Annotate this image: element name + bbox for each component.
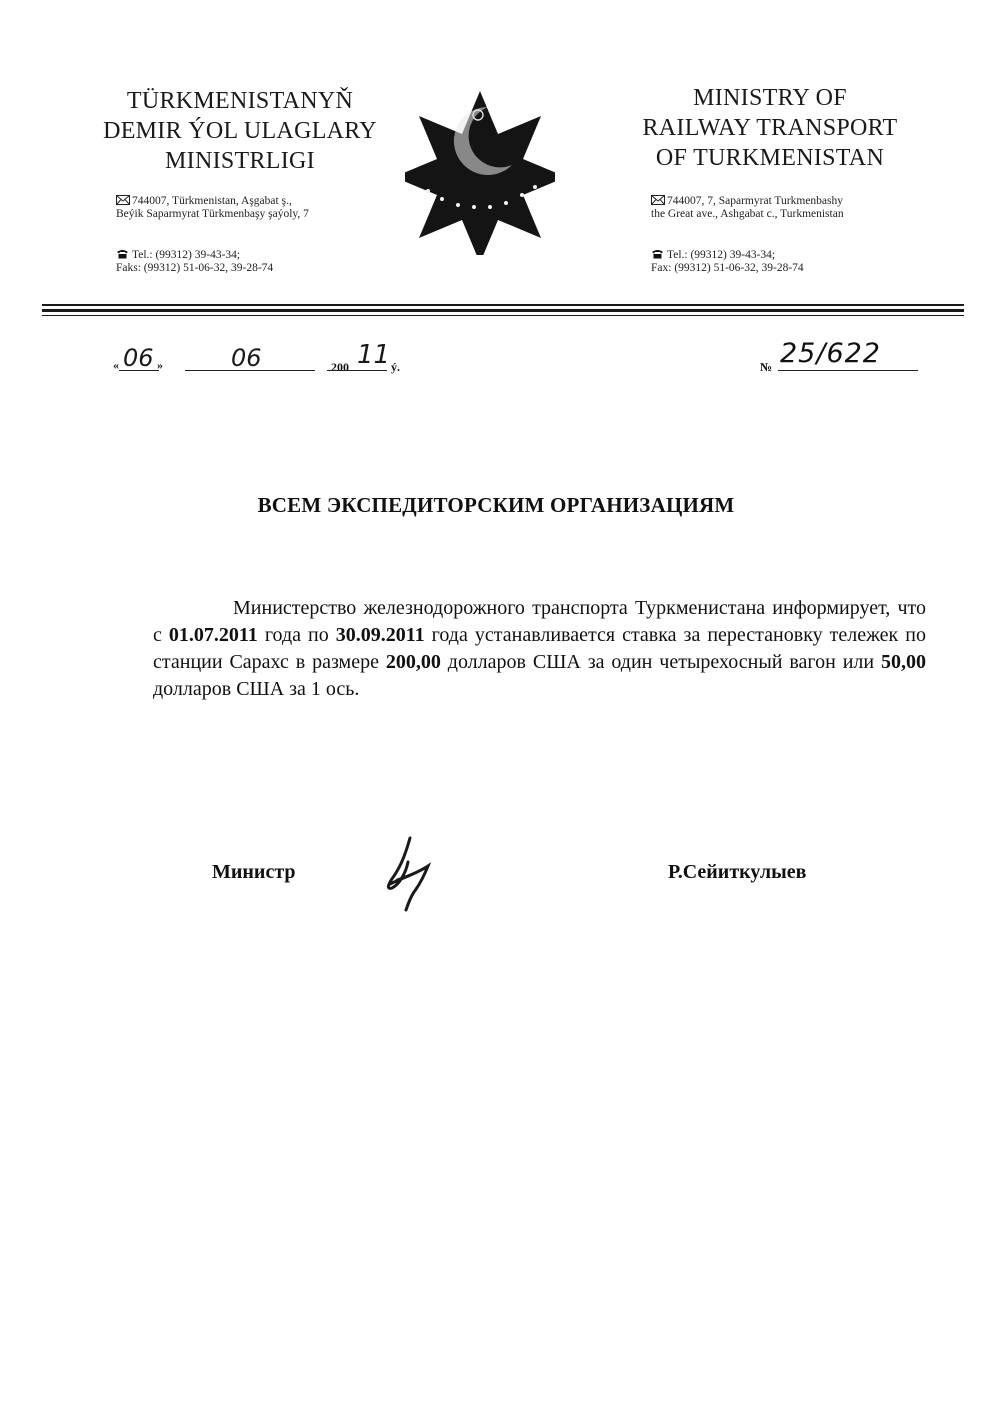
handwritten-signature [376, 832, 446, 912]
header-right-line-1: MINISTRY OF [693, 85, 847, 111]
signatory-role: Министр [212, 861, 296, 883]
document-number [760, 338, 920, 378]
star-emblem [405, 85, 555, 255]
header-divider-top [42, 304, 964, 306]
header-left-phone [116, 248, 273, 275]
date-from: 01.07.2011 [168, 624, 258, 646]
envelope-icon [116, 194, 132, 207]
header-left-tel-line-1: Tel.: (99312) 39-43-34; [132, 249, 241, 261]
date-month: 06 [231, 344, 262, 372]
number-prefix: № [760, 360, 773, 374]
phone-icon [116, 248, 132, 261]
header-left-line-1: TÜRKMENISTANYŇ [126, 88, 354, 114]
date-day: 06 [123, 344, 154, 372]
date-field: « 06 » 06 200 11 ý. [113, 340, 400, 374]
number-value: 25/622 [780, 338, 881, 369]
header-right-address-line-1: 744007, 7, Saparmyrat Turkmenbashy [667, 195, 844, 207]
header-left-address-line-2: Beýik Saparmyrat Türkmenbaşy şaýoly, 7 [116, 208, 309, 220]
header-left-tel-line-2: Faks: (99312) 51-06-32, 39-28-74 [116, 262, 274, 274]
header-right-tel-line-1: Tel.: (99312) 39-43-34; [667, 249, 776, 261]
header-divider-middle [42, 309, 964, 312]
header-right-phone [651, 248, 804, 275]
header-right-line-2: RAILWAY TRANSPORT [642, 115, 898, 141]
header-right-tel-line-2: Fax: (99312) 51-06-32, 39-28-74 [651, 262, 804, 274]
header-left-line-2: DEMIR ÝOL ULAGLARY [103, 118, 377, 144]
date-to: 30.09.2011 [335, 624, 425, 646]
date-year-hand: 11 [357, 340, 391, 370]
header-right-address-line-2: the Great ave., Ashgabat c., Turkmenistan [651, 208, 844, 220]
header-divider-bottom [42, 315, 964, 316]
header-right-address [651, 194, 844, 221]
envelope-icon [651, 194, 667, 207]
phone-icon [651, 248, 667, 261]
letter-paragraph: Министерство железнодорожного транспорта Туркменистана информирует, что с 01.07.2011 года по 30.09.2011 года устанавливается ставка за перестановку тележек по станции Сарахс в размере 200,00 долларов США за один четырехосный вагон или 50,00 долларов США за 1 ось. [153, 597, 926, 700]
header-left-title [60, 86, 420, 176]
header-left-address [116, 194, 309, 221]
letter-heading: ВСЕМ ЭКСПЕДИТОРСКИМ ОРГАНИЗАЦИЯМ [257, 493, 735, 517]
rate-axle: 50,00 [881, 651, 926, 673]
header-left-address-line-1: 744007, Türkmenistan, Aşgabat ş., [132, 195, 292, 207]
letter-body [153, 595, 926, 703]
header-left-line-3: MINISTRLIGI [165, 148, 315, 174]
header-right-title [590, 83, 950, 173]
date-year-prefix: 200 [331, 360, 349, 374]
date-suffix: ý. [391, 360, 400, 374]
rate-wagon: 200,00 [385, 651, 441, 673]
header-right-line-3: OF TURKMENISTAN [655, 145, 885, 171]
signatory-name: Р.Сейиткулыев [668, 861, 807, 883]
